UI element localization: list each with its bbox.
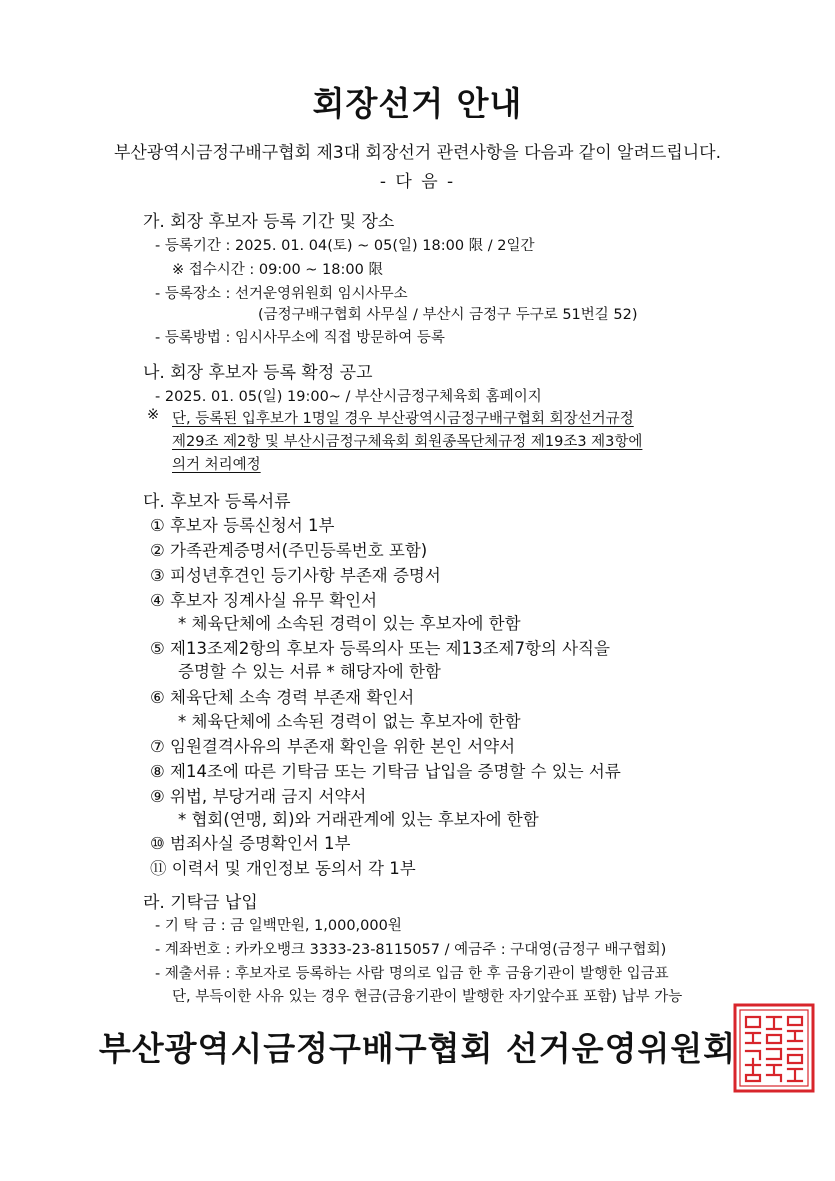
doc-item-note: 증명할 수 있는 서류 * 해당자에 한함	[178, 662, 441, 681]
section-ra-heading: 라. 기탁금 납입	[143, 893, 258, 913]
section-ra-line: - 계좌번호 : 카카오뱅크 3333-23-8115057 / 예금주 : 구대영(금정구 배구협회)	[155, 942, 667, 958]
section-ga-line: (금정구배구협회 사무실 / 부산시 금정구 두구로 51번길 52)	[258, 307, 638, 323]
footer-organization: 부산광역시금정구배구협회 선거운영위원회	[98, 1029, 737, 1068]
doc-item: ⑧ 제14조에 따른 기탁금 또는 기탁금 납입을 증명할 수 있는 서류	[150, 762, 621, 781]
section-ga-heading: 가. 회장 후보자 등록 기간 및 장소	[143, 212, 395, 232]
note-mark: ※	[147, 407, 160, 423]
doc-item: ⑩ 범죄사실 증명확인서 1부	[150, 834, 351, 853]
section-ra-line: 단, 부득이한 사유 있는 경우 현금(금융기관이 발행한 자기앞수표 포함) 납부 가능	[172, 989, 683, 1005]
doc-item: ⑪ 이력서 및 개인정보 동의서 각 1부	[150, 859, 416, 878]
doc-item-note: * 체육단체에 소속된 경력이 없는 후보자에 한함	[178, 712, 521, 731]
section-ra-line: - 기 탁 금 : 금 일백만원, 1,000,000원	[155, 918, 402, 934]
official-seal-icon	[733, 1003, 815, 1093]
doc-item: ① 후보자 등록신청서 1부	[150, 516, 335, 535]
section-ga-line: - 등록방법 : 임시사무소에 직접 방문하여 등록	[155, 330, 445, 346]
page-title: 회장선거 안내	[312, 84, 523, 123]
section-ga-line: - 등록기간 : 2025. 01. 04(토) ~ 05(일) 18:00 限 / 2일간	[155, 238, 535, 254]
doc-item: ③ 피성년후견인 등기사항 부존재 증명서	[150, 566, 441, 585]
doc-item: ② 가족관계증명서(주민등록번호 포함)	[150, 541, 428, 560]
doc-item-note: * 협회(연맹, 회)와 거래관계에 있는 후보자에 한함	[178, 810, 539, 829]
section-ga-line: ※ 접수시간 : 09:00 ~ 18:00 限	[172, 262, 383, 278]
section-na-note: 의거 처리예정	[172, 457, 261, 473]
section-na-note: 단, 등록된 입후보가 1명일 경우 부산광역시금정구배구협회 회장선거규정	[172, 411, 634, 427]
intro-text: 부산광역시금정구배구협회 제3대 회장선거 관련사항을 다음과 같이 알려드립니다.	[114, 143, 721, 163]
da-eum-divider: - 다 음 -	[379, 172, 456, 192]
doc-item: ⑨ 위법, 부당거래 금지 서약서	[150, 787, 367, 806]
section-na-heading: 나. 회장 후보자 등록 확정 공고	[143, 363, 373, 383]
section-da-heading: 다. 후보자 등록서류	[143, 492, 291, 512]
doc-item: ⑥ 체육단체 소속 경력 부존재 확인서	[150, 688, 415, 707]
section-na-line: - 2025. 01. 05(일) 19:00~ / 부산시금정구체육회 홈페이지	[155, 389, 542, 405]
doc-item-note: * 체육단체에 소속된 경력이 있는 후보자에 한함	[178, 614, 521, 633]
section-ra-line: - 제출서류 : 후보자로 등록하는 사람 명의로 입금 한 후 금융기관이 발행한 입금표	[155, 966, 669, 982]
doc-item: ⑤ 제13조제2항의 후보자 등록의사 또는 제13조제7항의 사직을	[150, 639, 610, 658]
section-na-note: 제29조 제2항 및 부산시금정구체육회 회원종목단체규정 제19조3 제3항에	[172, 434, 643, 450]
section-ga-line: - 등록장소 : 선거운영위원회 임시사무소	[155, 286, 408, 302]
doc-item: ④ 후보자 징계사실 유무 확인서	[150, 591, 378, 610]
doc-item: ⑦ 임원결격사유의 부존재 확인을 위한 본인 서약서	[150, 737, 516, 756]
